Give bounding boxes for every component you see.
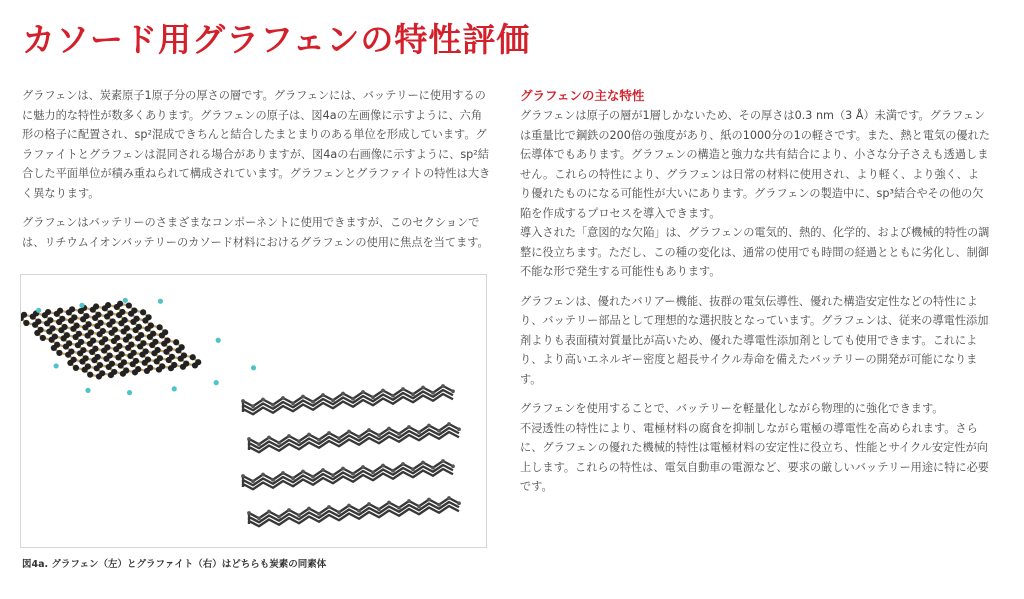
properties-paragraph: グラフェンは、優れたバリアー機能、抜群の電気伝導性、優れた構造安定性などの特性により、バッテリー部品として理想的な選択肢となっています。グラフェンは、従来の導電性添加剤よりも表面積対質量比が高いため、優れた導電性添加剤としても使用できます。これにより、より高いエネルギー密度と超長サイクル寿命を備えたバッテリーの開発が可能になります。: [520, 294, 989, 386]
properties-paragraph: 不浸透性の特性により、電極材料の腐食を抑制しながら電極の導電性を高められます。さらに、グラフェンの優れた機械的特性は電極材料の安定性に役立ち、性能とサイクル安定性が向上します。これらの特性は、電気自動車の電源など、要求の厳しいバッテリー用途に特に必要です。: [520, 421, 989, 493]
intro-paragraph: グラフェンはバッテリーのさまざまなコンポーネントに使用できますが、このセクションでは、リチウムイオンバッテリーのカソード材料におけるグラフェンの使用に焦点を当てます。: [22, 216, 489, 249]
figure-caption: 図4a. グラフェン（左）とグラファイト（右）はどちらも炭素の同素体: [22, 559, 327, 570]
properties-paragraph: 導入された「意図的な欠陥」は、グラフェンの電気的、熱的、化学的、および機械的特性の調整に役立ちます。ただし、この種の変化は、通常の使用でも時間の経過とともに劣化し、制御不能な形で発生する可能性もあります。: [520, 226, 990, 278]
properties-paragraph: グラフェンを使用することで、バッテリーを軽量化しながら物理的に強化できます。: [520, 402, 944, 415]
figure-4a: [20, 274, 487, 548]
graphite-stack-image: [241, 384, 461, 526]
graphene-sheet-image: [21, 298, 256, 395]
page-title: カソード用グラフェンの特性評価: [22, 20, 531, 59]
intro-paragraph: グラフェンは、炭素原子1原子分の厚さの層です。グラフェンには、バッテリーに使用するのに魅力的な特性が数多くあります。グラフェンの原子は、図4aの左画像に示すように、六角形の格子に配置され、sp²混成できちんと結合したまとまりのある単位を形成しています。グラファイトとグラフェンは混同される場合がありますが、図4aの右画像に示すように、sp²結合した平面単位が積み重ねられて構成されています。グラフェンとグラファイトの特性は大きく異なります。: [22, 89, 491, 200]
properties-heading: グラフェンの主な特性: [520, 88, 645, 103]
intro-column: [22, 86, 492, 262]
properties-column: [520, 86, 990, 507]
properties-paragraph: グラフェンは原子の層が1層しかないため、その厚さは0.3 nm（3 Å）未満です。グラフェンは重量比で鋼鉄の200倍の強度があり、紙の1000分の1の軽さです。また、熱と電気の優れた伝導体でもあります。グラフェンの構造と強力な共有結合により、小さな分子さえも透過しません。これらの特性により、グラフェンは日常の材料に使用され、より軽く、より強く、より優れたものになる可能性が大いにあります。グラフェンの製造中に、sp³結合やその他の欠陥を作成するプロセスを導入できます。: [520, 109, 990, 220]
graphene-graphite-illustration: [21, 275, 486, 547]
